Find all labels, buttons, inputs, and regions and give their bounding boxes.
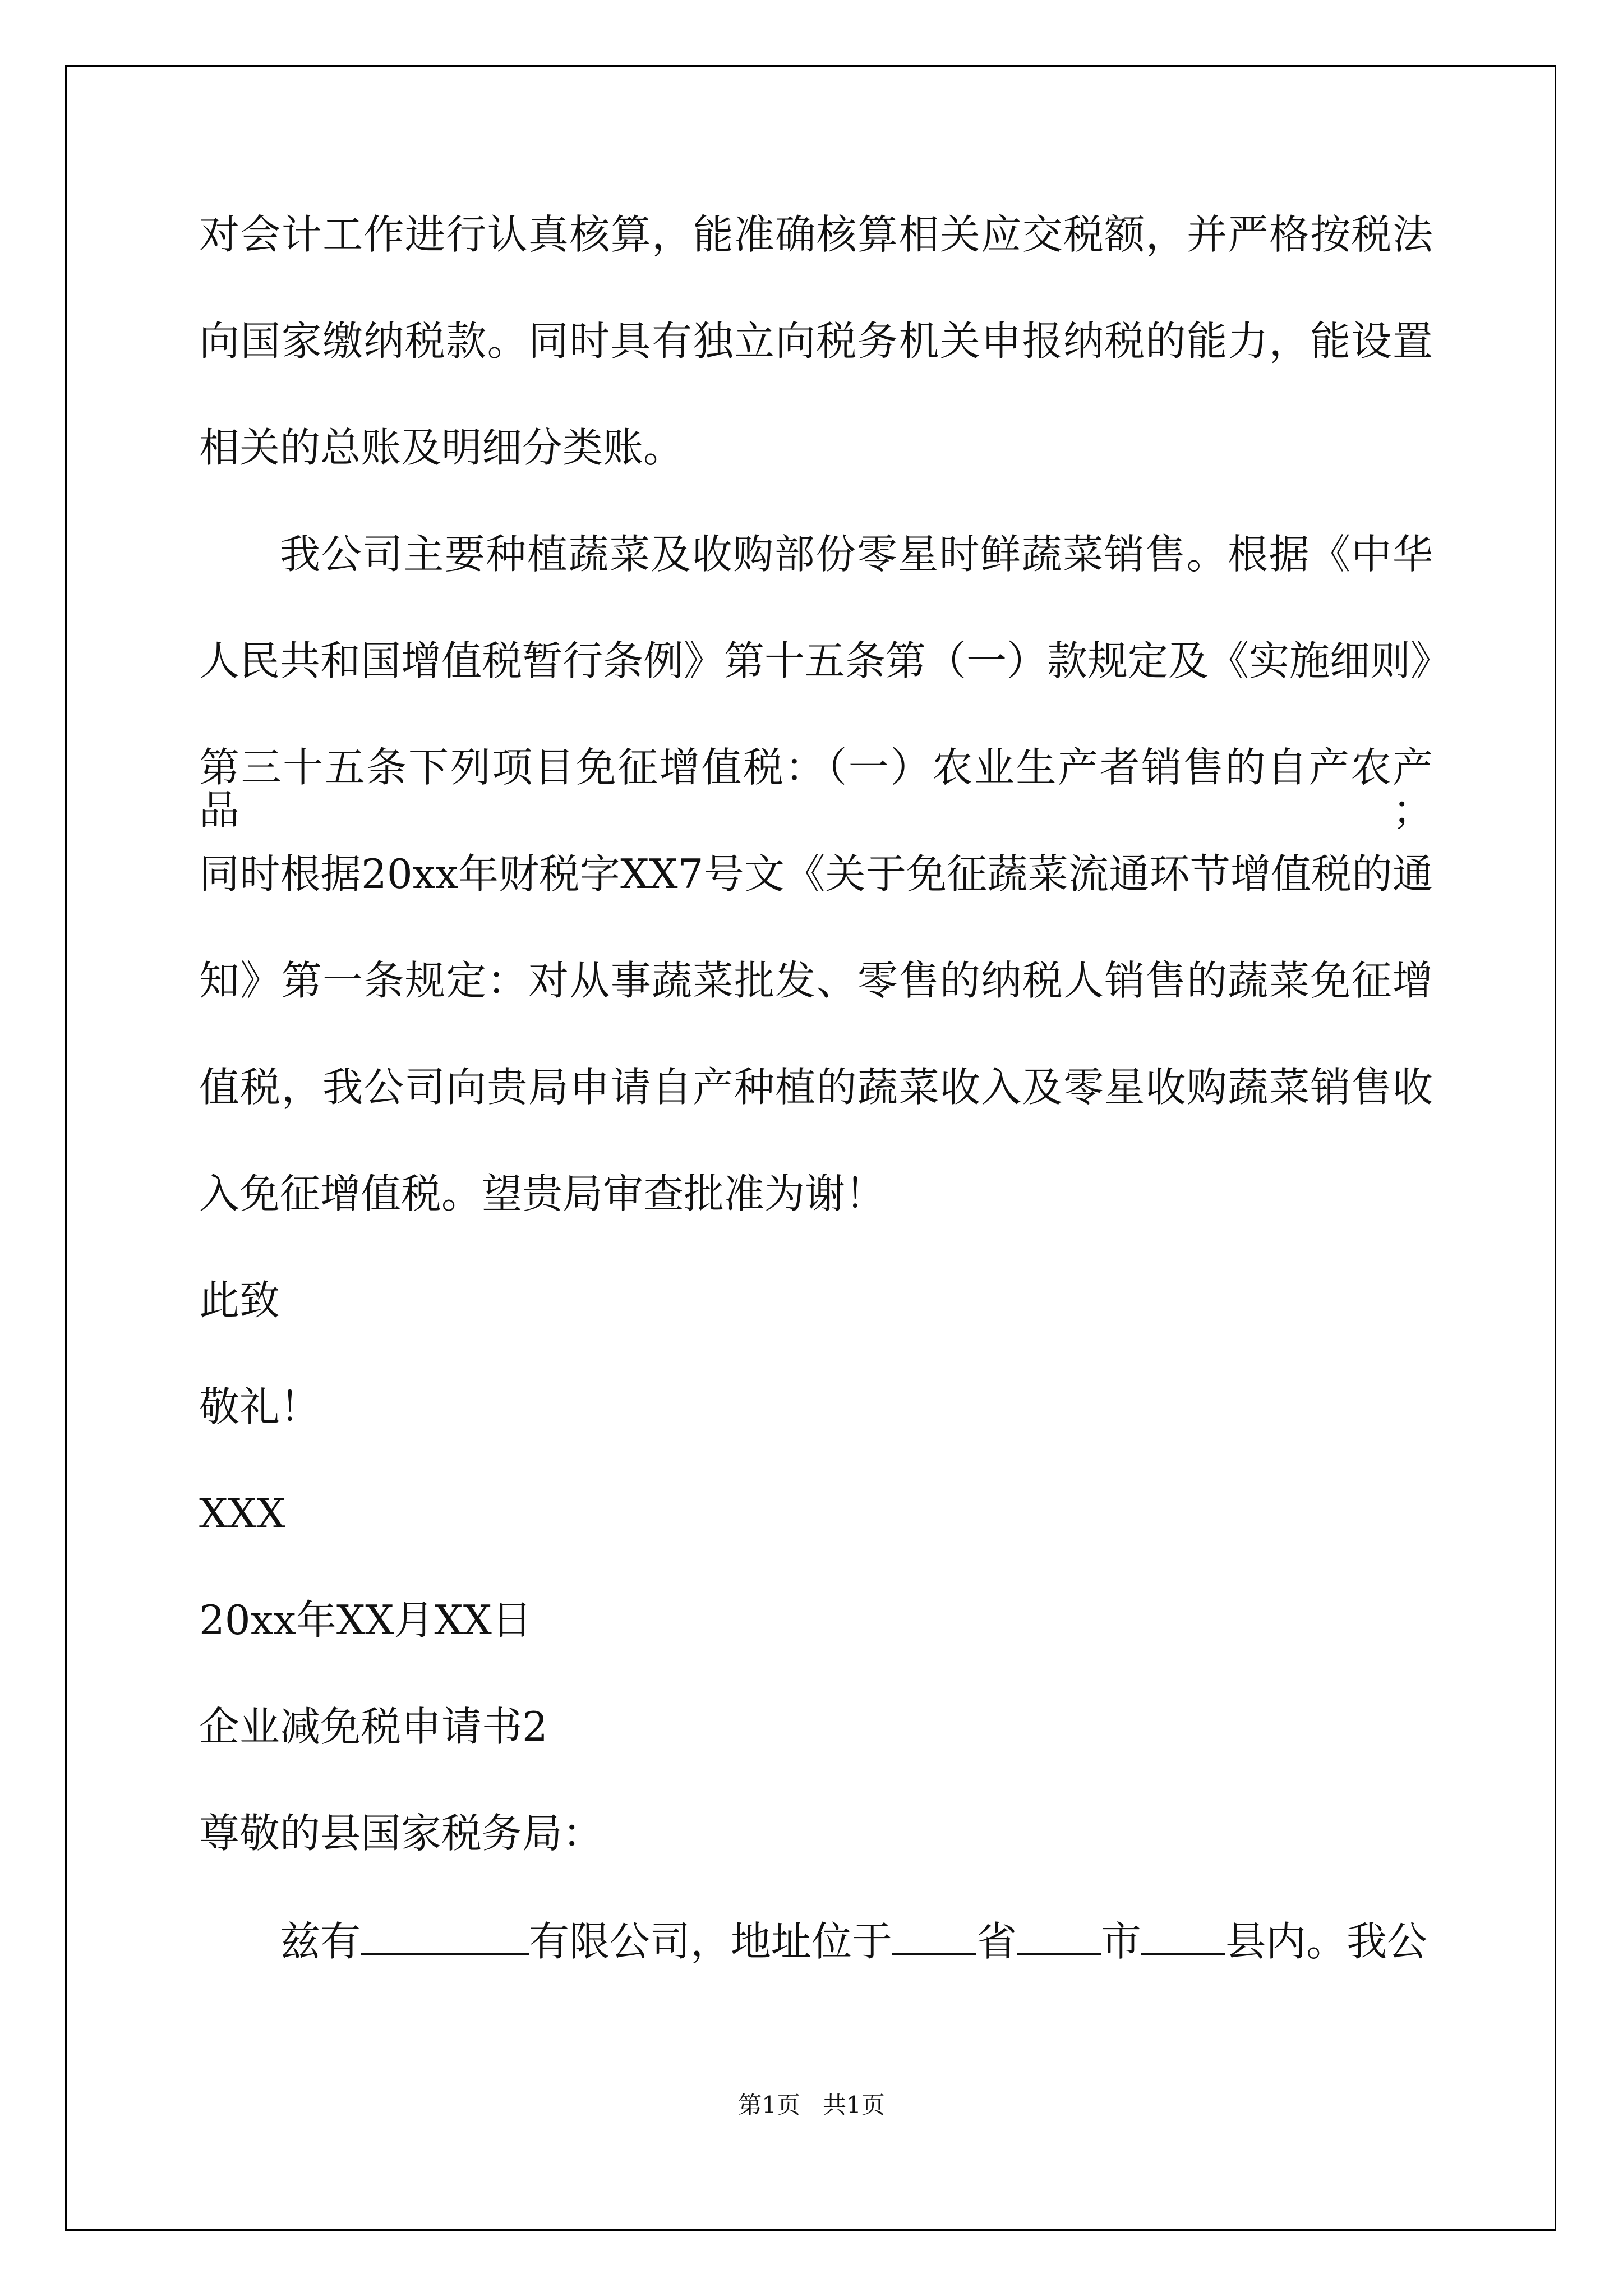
page-number: 第1页 [738, 2091, 800, 2119]
document-body [199, 211, 1451, 2025]
closing-salutation: 此致 [199, 1277, 280, 1324]
paragraph-line: 知》第一条规定：对从事蔬菜批发、零售的纳税人销售的蔬菜免征增 [199, 957, 1433, 1004]
closing-regards: 敬礼！ [199, 1383, 321, 1430]
second-letter-body-line [199, 1918, 1433, 1965]
company-name-blank [361, 1918, 529, 1955]
body-province: 省 [976, 1918, 1017, 1965]
paragraph-line: 值税，我公司向贵局申请自产种植的蔬菜收入及零星收购蔬菜销售收 [199, 1064, 1433, 1111]
paragraph-line: 我公司主要种植蔬菜及收购部份零星时鲜蔬菜销售。根据《中华 [280, 531, 1433, 578]
province-blank [892, 1918, 976, 1955]
paragraph-line: 同时根据20xx年财税字XX7号文《关于免征蔬菜流通环节增值税的通 [199, 850, 1433, 898]
signer-name: XXX [199, 1490, 285, 1537]
body-county-suffix: 县内。我公 [1225, 1918, 1428, 1965]
body-prefix: 兹有 [280, 1918, 361, 1965]
paragraph-line: 第三十五条下列项目免征增值税：（一）农业生产者销售的自产农产品； [199, 744, 1433, 834]
paragraph-line: 向国家缴纳税款。同时具有独立向税务机关申报纳税的能力，能设置 [199, 318, 1433, 365]
body-company-suffix: 有限公司，地址位于 [529, 1918, 893, 1965]
paragraph-line: 入免征增值税。望贵局审查批准为谢！ [199, 1170, 886, 1217]
city-blank [1017, 1918, 1101, 1955]
letter-date: 20xx年XX月XX日 [199, 1596, 532, 1644]
second-letter-title: 企业减免税申请书2 [199, 1703, 548, 1750]
paragraph-line: 对会计工作进行认真核算，能准确核算相关应交税额，并严格按税法 [199, 211, 1433, 258]
body-city: 市 [1101, 1918, 1142, 1965]
page-footer [0, 2091, 1623, 2119]
paragraph-line: 人民共和国增值税暂行条例》第十五条第（一）款规定及《实施细则》 [199, 637, 1451, 684]
page-total: 共1页 [823, 2091, 885, 2119]
county-blank [1141, 1918, 1225, 1955]
second-letter-addressee: 尊敬的县国家税务局： [199, 1810, 603, 1857]
paragraph-line: 相关的总账及明细分类账。 [199, 424, 684, 471]
